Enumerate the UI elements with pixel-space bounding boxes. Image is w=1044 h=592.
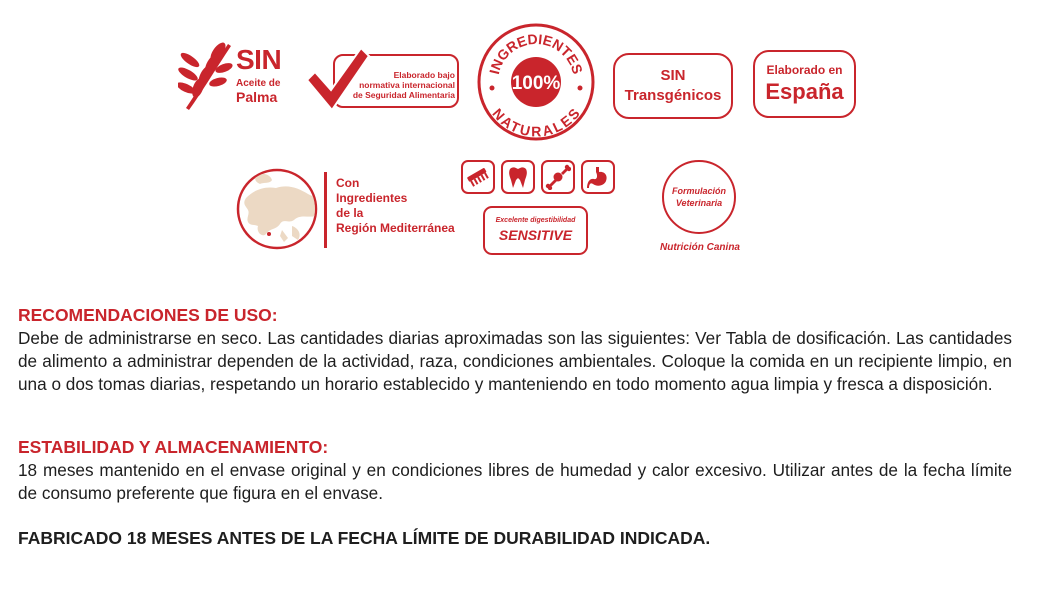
palm-title: SIN [236,44,282,75]
section-heading-estabilidad: ESTABILIDAD Y ALMACENAMIENTO: [18,437,329,457]
veterinary-circle [662,160,736,234]
badge-sin-transgenicos [613,53,733,119]
mediterranean-line2: Ingredientes [336,191,408,205]
section-body-estabilidad: 18 meses mantenido en el envase original y en condiciones libres de humedad y calor excesivo. Utilizar antes de la fecha límite de consumo preferente que figura en el envase. [18,460,1012,503]
badge-region-mediterranea [236,166,456,250]
mediterranean-line3: de la [336,206,364,220]
joint-icon-box [541,160,575,194]
section-heading-recomendaciones: RECOMENDACIONES DE USO: [18,305,278,325]
section-estabilidad [18,436,1012,505]
seal-top-text: INGREDIENTES [485,30,587,76]
sensitive-line2: SENSITIVE [498,227,573,244]
palm-line2: Palma [236,89,278,105]
badge-elaborado-espana [753,50,856,118]
footer-note: FABRICADO 18 MESES ANTES DE LA FECHA LÍMITE DE DURABILIDAD INDICADA. [18,528,711,548]
checkmark-icon [303,44,371,114]
sensitive-box [483,206,588,255]
seal-ingredientes-naturales [476,22,596,142]
safety-line3: de Seguridad Alimentaria [352,90,455,100]
comb-icon-box [461,160,495,194]
stomach-icon-box [581,160,615,194]
section-body-recomendaciones: Debe de administrarse en seco. Las cantidades diarias aproximadas son las siguientes: Ver Tabla de dosificación. Las cantidades de alimento a administrar dependen de la actividad, raza, condiciones ambientales. Coloque la comida en un recipiente limpio, en una o dos tomas diarias, respetando un horario establecido y manteniendo en todo momento agua limpia y fresca a disposición. [18,328,1012,394]
mediterranean-line4: Región Mediterránea [336,221,455,235]
spain-line2: España [765,78,844,104]
tooth-icon-box [501,160,535,194]
tooth-icon [505,164,531,190]
veterinary-caption: Nutrición Canina [659,242,740,253]
safety-line1: Elaborado bajo [393,70,455,80]
badge-seguridad-alimentaria [303,44,463,114]
badge-sensitive-group [461,160,621,258]
palm-line1: Aceite de [236,78,281,89]
section-recomendaciones [18,304,1012,396]
europe-map-icon [236,168,318,250]
spain-line1: Elaborado en [766,63,843,78]
mediterranean-divider [324,172,327,248]
veterinary-line1: Formulación [671,186,726,196]
sensitive-line1: Excelente digestibilidad [495,217,576,225]
gmo-line1: SIN [660,66,686,84]
comb-icon [465,164,491,190]
seal-bottom-text: NATURALES [489,105,583,140]
veterinary-line2: Veterinaria [675,198,723,208]
mediterranean-line1: Con [336,176,360,190]
badge-formulacion-veterinaria [650,160,750,256]
gmo-line2: Transgénicos [624,87,722,104]
safety-line2: normativa internacional [359,80,455,90]
badge-sin-aceite-palma [178,40,288,112]
seal-center-text: 100% [511,73,561,94]
wheat-leaf-icon [178,40,236,112]
stomach-icon [585,164,611,190]
joint-bone-icon [545,164,571,190]
mediterranean-text [336,176,455,236]
